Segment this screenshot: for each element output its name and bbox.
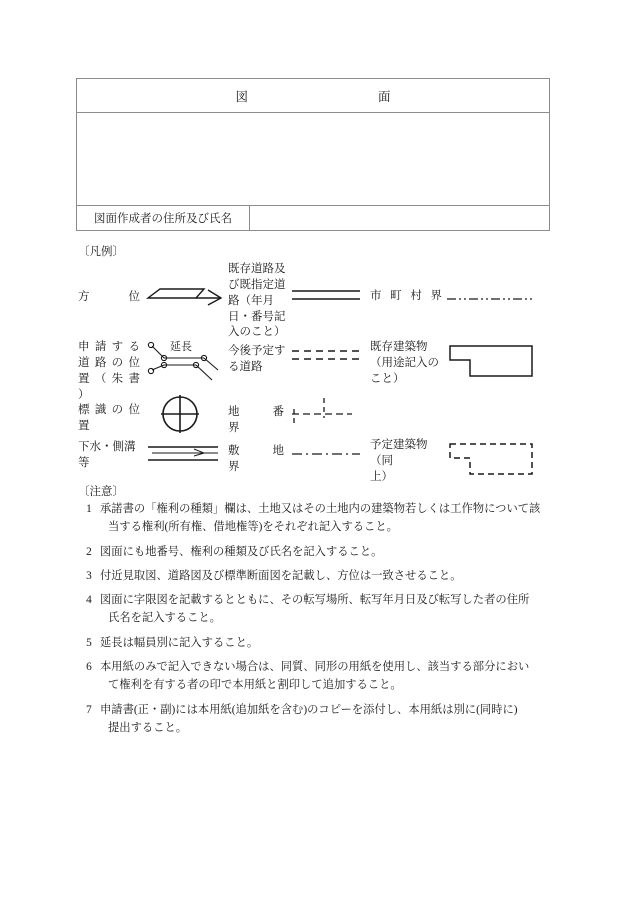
note-text xyxy=(100,658,554,695)
note-line-1: 申請書(正・副)には本用紙(追加紙を含む)のコピーを添付し、本用紙は別に(同時に) xyxy=(100,703,518,716)
note-number: 4 xyxy=(86,594,92,607)
legend-label-applied-road: 申 請 す る 道 路 の 位 置 （ 朱 書 ） xyxy=(78,341,140,401)
legend-label-planned-building: 予定建築物（同 上） xyxy=(370,439,428,483)
legend-label-direction: 方 位 xyxy=(78,291,140,303)
note-text xyxy=(100,543,554,561)
drawing-author-row xyxy=(77,206,550,231)
note-item xyxy=(78,701,554,738)
legend-item-site-boundary xyxy=(228,436,296,476)
note-text xyxy=(100,634,554,652)
author-label-cell: 図面作成者の住所及び氏名 xyxy=(77,206,250,231)
note-item xyxy=(78,567,554,585)
note-text xyxy=(100,701,554,738)
note-line-1: 図面にも地番号、権利の種類及び氏名を記入すること。 xyxy=(100,545,383,558)
site-boundary-icon xyxy=(290,436,370,458)
north-arrow-icon xyxy=(146,262,228,308)
legend-label-lot-boundary: 地 番 界 xyxy=(228,406,296,434)
note-number: 1 xyxy=(86,503,92,515)
notes-section xyxy=(78,500,554,743)
note-line-2: て権利を有する者の印で本用紙と割印して追加すること。 xyxy=(108,679,402,692)
note-number: 7 xyxy=(86,703,92,716)
note-text xyxy=(100,567,554,585)
legend-item-municipal-boundary xyxy=(370,262,446,305)
note-number: 6 xyxy=(86,661,92,674)
note-number: 5 xyxy=(86,636,92,649)
legend-item-planned-road xyxy=(228,338,290,376)
drawing-title-left: 図 xyxy=(235,89,248,104)
note-line-2: 提出すること。 xyxy=(108,721,188,734)
drawing-canvas-cell[interactable] xyxy=(77,113,550,206)
drawing-title-right: 面 xyxy=(378,89,391,104)
legend-label-planned-road: 今後予定する道路 xyxy=(228,345,286,373)
applied-road-position-icon xyxy=(146,338,228,390)
note-item xyxy=(78,543,554,561)
note-item xyxy=(78,658,554,695)
planned-building-icon xyxy=(446,436,544,480)
note-line-1: 本用紙のみで記入できない場合は、同質、同形の用紙を使用し、該当する部分におい xyxy=(100,661,530,674)
lot-boundary-icon xyxy=(290,394,370,430)
legend-label-existing-building: 既存建築物（用途記入のこと） xyxy=(370,341,439,385)
note-number: 2 xyxy=(86,545,92,558)
legend-row xyxy=(78,436,556,483)
legend-label-site-boundary: 敷 地 界 xyxy=(228,445,296,473)
legend-heading: 〔凡例〕 xyxy=(78,246,124,258)
legend-row xyxy=(78,338,556,401)
drawing-table-title-row xyxy=(77,79,550,113)
sewer-ditch-icon xyxy=(146,436,228,466)
notes-heading: 〔注意〕 xyxy=(78,486,124,498)
note-line-1: 承諾書の「権利の種類」欄は、土地又はその土地内の建築物若しくは工作物について該 xyxy=(100,503,541,515)
legend-item-sewer-ditch xyxy=(78,436,146,472)
legend-label-municipal-boundary: 市 町 村 界 xyxy=(370,290,442,302)
legend-row xyxy=(78,262,556,338)
note-text xyxy=(100,591,554,628)
legend-section xyxy=(78,262,556,483)
note-item xyxy=(78,500,554,537)
note-line-2: 氏名を記入すること。 xyxy=(108,612,221,625)
drawing-title-cell xyxy=(77,79,550,113)
note-line-1: 延長は幅員別に記入すること。 xyxy=(100,636,259,649)
legend-item-planned-building xyxy=(370,436,446,486)
note-line-2: 当する権利(所有権、借地権等)をそれぞれ記入すること。 xyxy=(108,521,398,534)
note-number: 3 xyxy=(86,569,92,582)
planned-road-icon xyxy=(290,338,370,362)
note-item xyxy=(78,634,554,652)
existing-building-icon xyxy=(446,338,544,382)
author-value-cell[interactable] xyxy=(250,206,550,231)
legend-label-sign-position: 標 識 の 位 置 xyxy=(78,404,140,432)
legend-item-direction xyxy=(78,262,146,306)
legend-row xyxy=(78,394,556,436)
legend-label-existing-road: 既存道路及び既指定道路（年月日・番号記入のこと） xyxy=(228,263,286,339)
legend-item-lot-boundary xyxy=(228,394,296,437)
note-line-1: 付近見取図、道路図及び標準断面図を記載し、方位は一致させること。 xyxy=(100,569,462,582)
drawing-canvas-row xyxy=(77,113,550,206)
municipal-boundary-icon xyxy=(446,262,544,303)
extension-label: 延長 xyxy=(170,341,192,353)
drawing-table xyxy=(76,78,550,231)
legend-item-existing-road xyxy=(228,262,290,341)
legend-item-existing-building xyxy=(370,338,446,388)
legend-label-sewer-ditch: 下水・側溝等 xyxy=(78,441,136,469)
note-text xyxy=(100,500,554,537)
existing-road-icon xyxy=(290,262,370,302)
sign-position-icon xyxy=(146,394,228,434)
legend-item-sign-position xyxy=(78,394,146,435)
note-item xyxy=(78,591,554,628)
note-line-1: 図面に字限図を記載するとともに、その転写場所、転写年月日及び転写した者の住所 xyxy=(100,594,530,607)
